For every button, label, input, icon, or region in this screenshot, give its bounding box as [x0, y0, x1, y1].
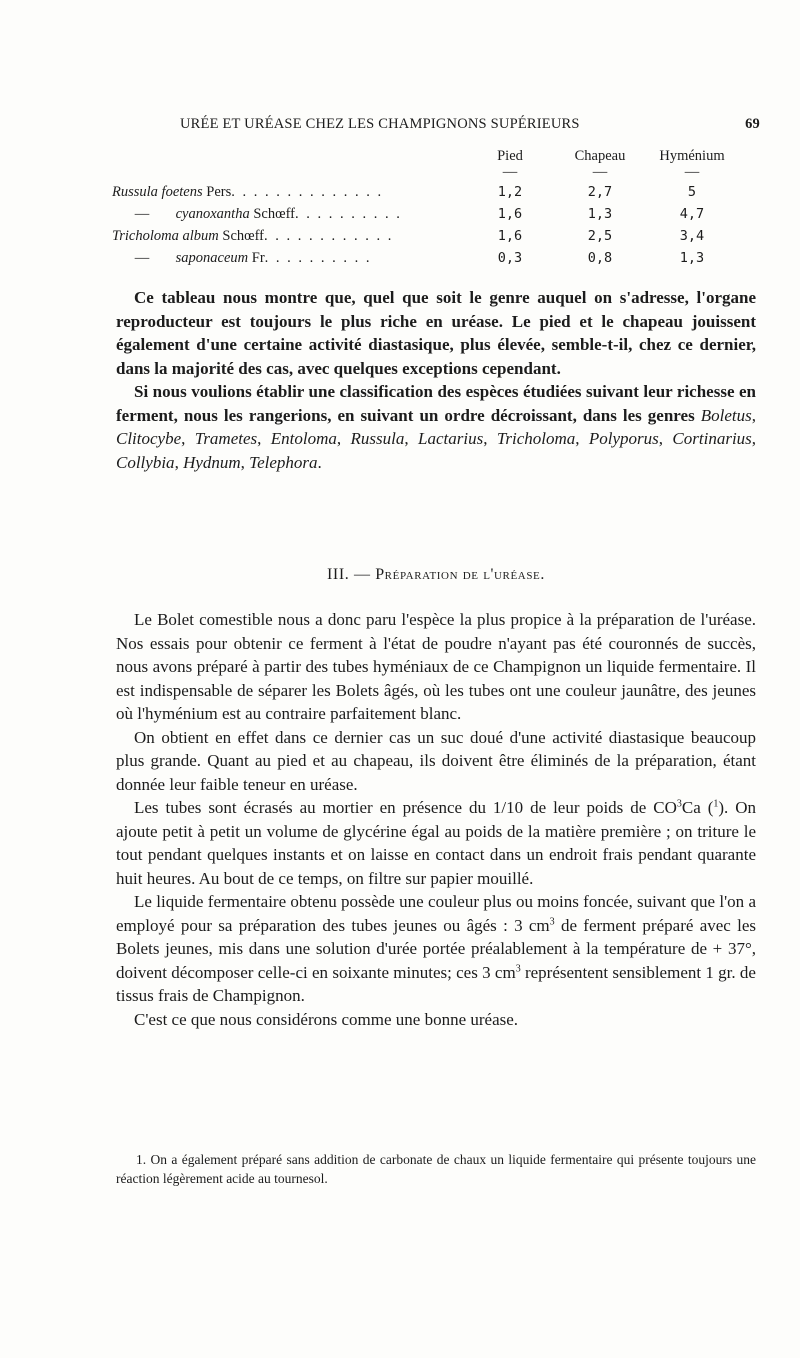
- column-header-hymenium: Hyménium —: [659, 148, 725, 180]
- value-hymenium: 5: [687, 184, 697, 200]
- value-pied: 1,6: [497, 228, 523, 244]
- paragraph: Les tubes sont écrasés au mortier en présence du 1/10 de leur poids de $CO^3Ca$ ($^1$). On ajoute petit à petit un volume de glycérine égal au poids de la matière première ; on triture le tout pendant quelques instants et on laisse en contact dans un endroit frais pendant quarante huit heures. Au bout de ce temps, on filtre sur papier mouillé.: [116, 798, 756, 888]
- paragraph: Ce tableau nous montre que, quel que soit le genre auquel on s'adresse, l'organe reproducteur est toujours le plus riche en uréase. Le pied et le chapeau jouissent également d'une certaine activité diastasique, plus élevée, semble-t-il, chez ce dernier, dans la majorité des cas, avec quelques exceptions cependant.: [116, 288, 756, 378]
- value-pied: 0,3: [497, 250, 523, 266]
- table-row: [112, 250, 762, 272]
- genus-name: Collybia: [116, 452, 175, 472]
- table-row: [112, 228, 762, 250]
- genus-name: Lactarius: [418, 429, 484, 448]
- paragraph: On obtient en effet dans ce dernier cas un suc doué d'une activité diastasique beaucoup plus grande. Quant au pied et au chapeau, ils doivent être éliminés de la préparation, étant donnée leur faible teneur en uréase.: [116, 727, 756, 794]
- genus-name: Clitocybe: [116, 429, 182, 448]
- genus-name: Telephora: [249, 452, 318, 472]
- value-chapeau: 2,7: [587, 184, 613, 200]
- table-row: [112, 206, 762, 228]
- section-heading: III. — Préparation de l'uréase.: [327, 566, 545, 583]
- discussion-text: [116, 286, 756, 474]
- urease-table: [112, 148, 762, 272]
- species-name: — saponaceum Fr. . . . . . . . . .: [134, 250, 372, 266]
- genus-name: Entoloma: [270, 429, 337, 448]
- paragraph-classification: Si nous voulions établir une classification des espèces étudiées suivant leur richesse en ferment, nous les rangerions, en suivant un ordre décroissant, dans les genres Boletus, Clitocybe, Trametes, Entoloma, Russula, Lactarius, Tricholoma, Polyporus, Cortinarius, Collybia, Hydnum, Telephora.: [116, 382, 757, 472]
- value-hymenium: 4,7: [679, 206, 705, 222]
- species-name: Tricholoma album Schœff. . . . . . . . . . . .: [112, 228, 394, 244]
- value-pied: 1,2: [497, 184, 523, 200]
- table-row: [112, 184, 762, 206]
- page-number: 69: [745, 116, 760, 132]
- value-chapeau: 0,8: [587, 250, 613, 266]
- genus-name: Boletus: [700, 405, 752, 425]
- genus-name: Russula: [350, 429, 405, 448]
- value-chapeau: 2,5: [587, 228, 613, 244]
- genus-name: Cortinarius: [672, 429, 752, 448]
- value-chapeau: 1,3: [587, 206, 613, 222]
- running-head-title: URÉE ET URÉASE CHEZ LES CHAMPIGNONS SUPÉRIEURS: [180, 116, 580, 132]
- genus-name: Hydnum: [183, 452, 241, 472]
- footnote-ref: 1: [713, 798, 719, 810]
- value-pied: 1,6: [497, 206, 523, 222]
- genus-name: Tricholoma: [496, 429, 576, 448]
- footnote: [116, 1150, 756, 1188]
- value-hymenium: 3,4: [679, 228, 705, 244]
- column-header-chapeau: Chapeau —: [574, 148, 626, 180]
- genus-name: Trametes: [194, 429, 258, 448]
- paragraph: Le liquide fermentaire obtenu possède une couleur plus ou moins foncée, suivant que l'on a employé pour sa préparation des tubes jeunes ou âgés : 3 $cm^3$ de ferment préparé avec les Bolets jeunes, mis dans une solution d'urée portée préalablement à la température de + 37°, doivent décomposer celle-ci en soixante minutes; ces 3 $cm^3$ représentent sensiblement 1 gr. de tissus frais de Champignon.: [116, 892, 756, 1005]
- footnote-text: 1. On a également préparé sans addition de carbonate de chaux un liquide fermentaire qui présente toujours une réaction légèrement acide au tournesol.: [116, 1152, 756, 1186]
- paragraph: C'est ce que nous considérons comme une bonne uréase.: [134, 1009, 519, 1029]
- genus-name: Polyporus: [588, 429, 659, 448]
- value-hymenium: 1,3: [679, 250, 705, 266]
- running-head: [112, 116, 760, 140]
- species-name: — cyanoxantha Schœff. . . . . . . . . .: [134, 206, 402, 222]
- species-name: Russula foetens Pers. . . . . . . . . . . . . .: [112, 184, 384, 200]
- table-header: [112, 148, 762, 184]
- preparation-text: [116, 608, 756, 1031]
- column-header-pied: Pied —: [497, 148, 523, 180]
- paragraph: Le Bolet comestible nous a donc paru l'espèce la plus propice à la préparation de l'uréase. Nos essais pour obtenir ce ferment à l'état de poudre n'ayant pas été couronnés de succès, nous avons préparé à partir des tubes hyméniaux de ce Champignon un liquide fermentaire. Il est indispensable de séparer les Bolets âgés, où les tubes ont une couleur jaunâtre, des jeunes où l'hyménium est au contraire parfaitement blanc.: [116, 610, 756, 723]
